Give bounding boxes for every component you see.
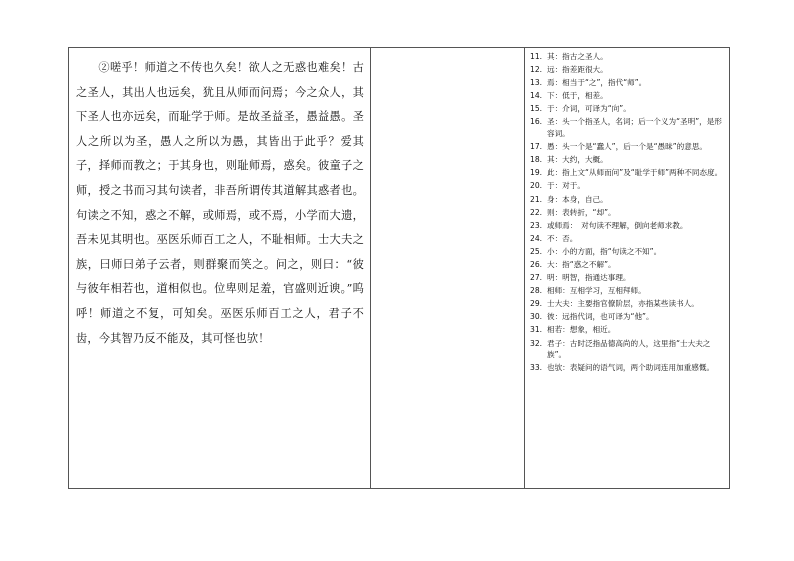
note-number: 26.	[530, 260, 543, 269]
note-number: 31.	[530, 325, 543, 335]
note-text: 彼：远指代词，也可译为“他”。	[547, 312, 654, 322]
note-text: 士大夫：主要指官僚阶层，亦指某些读书人。	[547, 299, 699, 309]
note-number: 11.	[530, 52, 543, 61]
note-item	[530, 259, 725, 271]
note-item	[530, 51, 725, 63]
note-number: 22.	[530, 207, 543, 217]
note-number: 17.	[530, 142, 543, 152]
note-item	[530, 154, 725, 166]
note-text: 下：低于，相差。	[547, 91, 608, 101]
note-number: 24.	[530, 233, 543, 243]
note-number: 13.	[530, 78, 543, 88]
note-number: 23.	[530, 220, 543, 230]
lesson-table	[68, 47, 730, 489]
note-text: 其：大约，大概。	[547, 155, 608, 165]
note-number: 25.	[530, 246, 543, 256]
note-text: 明：明智，指通达事理。	[547, 273, 631, 283]
note-item	[530, 338, 725, 361]
passage-cell	[69, 48, 371, 489]
note-number: 27.	[530, 273, 543, 283]
note-item	[530, 103, 725, 115]
passage	[69, 48, 370, 351]
note-text: 大：指“惑之不解”。	[547, 260, 616, 269]
note-number: 19.	[530, 168, 543, 178]
note-text: 圣：头一个指圣人，名词；后一个义为“圣明”，是形容词。	[547, 117, 722, 139]
note-number: 18.	[530, 155, 543, 165]
note-number: 20.	[530, 181, 543, 191]
note-number: 14.	[530, 91, 543, 101]
note-number: 32.	[530, 338, 543, 348]
note-text: 则：表转折，“却”。	[547, 207, 616, 217]
note-text: 相师：互相学习，互相拜师。	[547, 286, 646, 296]
note-number: 30.	[530, 312, 543, 322]
note-number: 28.	[530, 286, 543, 296]
notes-list	[525, 48, 729, 374]
note-item	[530, 141, 725, 153]
note-number: 21.	[530, 194, 543, 204]
note-text: 身：本身，自己。	[547, 194, 608, 204]
notes-cell	[525, 48, 730, 489]
note-item	[530, 311, 725, 323]
blank-cell	[371, 48, 525, 489]
note-item	[530, 362, 725, 374]
note-item	[530, 285, 725, 297]
note-item	[530, 207, 725, 219]
note-number: 15.	[530, 104, 543, 114]
note-text: 相若：想象，相近。	[547, 325, 616, 335]
note-number: 16.	[530, 117, 543, 127]
note-text: 小：小的方面，指“句读之不知”。	[547, 246, 662, 256]
note-number: 12.	[530, 65, 543, 75]
note-text: 君子：古时泛指品德高尚的人，这里指“士大夫之族”。	[547, 338, 711, 360]
note-item	[530, 180, 725, 192]
note-text: 远：指差距很大。	[547, 65, 608, 75]
note-number: 33.	[530, 363, 543, 373]
note-text: 或师焉： 对句读不理解，倒向老师求教。	[547, 220, 688, 230]
note-item	[530, 233, 725, 245]
note-item	[530, 220, 725, 232]
note-text: 其：指古之圣人。	[547, 52, 608, 61]
note-text: 焉：相当于“之”，指代“师”。	[547, 78, 647, 88]
note-text: 此：指上文“从师而问”及“耻学于师”两种不同态度。	[547, 168, 723, 178]
note-text: 也欤：表疑问的语气词，两个助词连用加重感慨。	[547, 363, 715, 373]
note-item	[530, 90, 725, 102]
note-item	[530, 77, 725, 89]
note-text: 于：对于。	[547, 181, 585, 191]
note-text: 不：否。	[547, 233, 578, 243]
note-text: 于：介词，可译为“向”。	[547, 104, 631, 114]
note-item	[530, 324, 725, 336]
table-row	[69, 48, 730, 489]
note-number: 29.	[530, 299, 543, 309]
note-item	[530, 246, 725, 258]
note-item	[530, 194, 725, 206]
note-item	[530, 116, 725, 139]
note-item	[530, 64, 725, 76]
passage-paragraph: ②嗟乎！师道之不传也久矣！欲人之无惑也难矣！古之圣人，其出人也远矣，犹且从师而问焉；今之众人，其下圣人也亦远矣，而耻学于师。是故圣益圣，愚益愚。圣人之所以为圣，愚人之所以为愚，其皆出于此乎？爱其子，择师而教之；于其身也，则耻师焉，惑矣。彼童子之师，授之书而习其句读者，非吾所谓传其道解其惑者也。句读之不知，惑之不解，或师焉，或不焉，小学而大遗，吾未见其明也。巫医乐师百工之人，不耻相师。士大夫之族，曰师曰弟子云者，则群聚而笑之。问之，则曰：“彼与彼年相若也，道相似也。位卑则足羞，官盛则近谀。”呜呼！师道之不复，可知矣。巫医乐师百工之人，君子不齿，今其智乃反不能及，其可怪也欤！	[76, 61, 364, 345]
note-item	[530, 298, 725, 310]
note-item	[530, 272, 725, 284]
note-item	[530, 167, 725, 179]
note-text: 愚：头一个是“蠢人”，后一个是“愚昧”的意思。	[547, 142, 708, 152]
